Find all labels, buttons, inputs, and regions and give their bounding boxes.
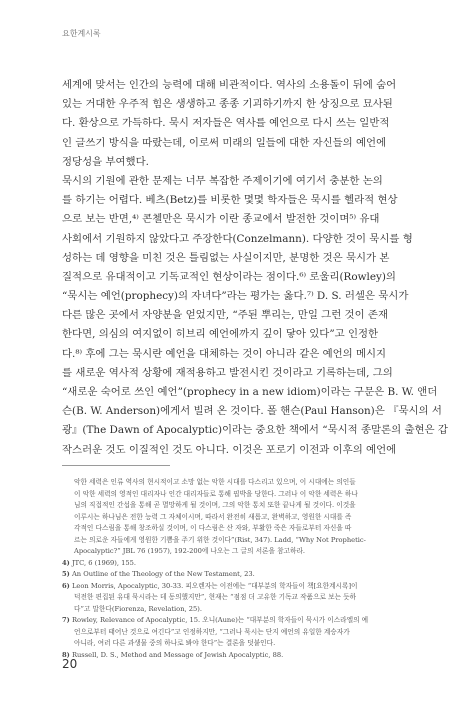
body-line: 슨(B. W. Anderson)에게서 빌려 온 것이다. 폴 핸슨(Paul Hanson)은 『묵시의 서 [62,405,442,418]
footnote-number: 8) [62,650,70,659]
footnote-line [62,638,410,650]
footnote-line [62,523,410,535]
footnote-line [62,546,410,558]
footnotes [62,477,410,661]
footnote-text: Russell, D. S., Method and Message of Jewish Apocalyptic, 88. [71,650,284,659]
footnote-rule [62,465,170,466]
footnote-text: 언으로부터 태어난 것으로 여긴다”고 인정하지만, “그러나 묵시는 단지 예언의 유일한 계승자가 [74,627,350,636]
footnote-text: Rowley, Relevance of Apocalyptic, 15. 오니(Aune)는 “대부분의 학자들이 묵시가 이스라엘의 예 [71,616,369,624]
footnote-line [62,581,410,593]
footnote-number: 4) [62,558,70,567]
footnote-line [62,477,410,489]
body-line: 으로 보는 반면,⁴⁾ 콘첼만은 묵시가 이란 종교에서 발전한 것이며⁵⁾ 유대 [62,213,380,226]
body-line: 성하는 데 영향을 미친 것은 틀림없는 사실이지만, 분명한 것은 묵시가 본 [62,251,390,264]
footnote-line [62,592,410,604]
footnote-line [62,512,410,524]
body-line: 다른 많은 곳에서 자양분을 얻었지만, “주된 뿌리는, 만일 그런 것이 존재 [62,309,388,322]
footnote-line [62,569,410,581]
footnote-line [62,615,410,627]
body-line: 한다면, 의심의 여지없이 히브리 예언에까지 깊이 닿아 있다”고 인정한 [62,328,379,341]
body-line: 정당성을 부여했다. [62,155,149,168]
footnote-line [62,650,410,662]
footnote-number: 5) [62,570,70,578]
footnote-number: 6) [62,581,70,590]
footnote-text: 이 악한 세력의 영적인 대리자나 인간 대리자들로 통해 핍박을 당한다. 그러나 이 악한 세력은 하나 [74,489,358,498]
footnote-text: 아니라, 여러 다른 과생물 중의 하나로 봐야 한다”는 결론을 덧붙인다. [74,639,276,647]
footnote [62,477,410,558]
page-number: 20 [62,657,78,671]
body-line: 있는 거대한 우주적 힘은 생생하고 종종 기괴하기까지 한 상징으로 묘사된 [62,98,393,111]
body-line: 묵시의 기원에 관한 문제는 너무 복잡한 주제이기에 여기서 충분한 논의 [62,174,383,187]
body-line: “묵시는 예언(prophecy)의 자녀다”라는 평가는 옳다.⁷⁾ D. S. 러셀은 묵시가 [62,290,409,303]
body-line: 다.⁸⁾ 후에 그는 묵시란 예언을 대체하는 것이 아니라 같은 예언의 메시지 [62,347,387,360]
footnote-text: 이루시는 하나님은 전한 능력 그 자체이시며, 따라서 완전히 새롭고, 완벽하고, 영원한 시대를 즉 [74,512,352,521]
body-line: 다. 환상으로 가득하다. 묵시 저자들은 역사를 예언으로 다시 쓰는 일반적 [62,117,390,130]
footnote-line [62,535,410,547]
footnote-text: 덕전한 편집된 유대 묵시라는 데 동의했지만”, 현재는 “점점 더 고유한 기독교 작품으로 보는 듯하 [74,593,357,601]
footnote [62,615,410,650]
footnote-text: 각적인 다스림을 통해 창조하실 것이며, 이 다스림은 산 자와, 부활한 죽은 자들로부터 자신을 따 [74,524,352,532]
footnote-text: JTC, 6 (1969), 155. [71,558,136,567]
body-line: 광』(The Dawn of Apocalyptic)이라는 중요한 책에서 “묵시적 종말론의 출현은 갑 [62,424,448,437]
footnote-text: 다”고 말한다(Fiorenza, Revelation, 25). [74,604,202,613]
body-line: 사회에서 기원하지 않았다고 주장한다(Conzelmann). 다양한 것이 묵시를 형 [62,232,413,245]
body-line: “새로운 숙어로 쓰인 예언”(prophecy in a new idiom)이라는 구문은 B. W. 앤더 [62,386,438,398]
footnote-line [62,500,410,512]
footnote-text: 님의 직접적인 간섭을 통해 곧 멸망하게 될 것이며, 그의 악한 통치 또한 끝나게 될 것이다. 이것을 [74,501,356,509]
footnote-text: 르는 의로운 자들에게 영원한 기쁨을 주기 위한 것이다”(Rist, 347). Ladd, “Why Not Prophetic- [74,535,366,544]
footnote [62,569,410,581]
footnote-text: Leon Morris, Apocalyptic, 30-33. 피오렌자는 이전에는 “대부분의 학자들이 책[요한계시록]이 [71,581,358,590]
footnote-line [62,604,410,616]
footnote-line [62,558,410,570]
footnote-number: 7) [62,616,70,624]
footnote [62,650,410,662]
footnote [62,558,410,570]
footnote [62,581,410,616]
running-header: 요한계시록 [62,29,101,38]
body-line: 작스러운 것도 이질적인 것도 아니다. 이것은 포로기 이전과 이후의 예언에 [62,443,397,456]
body-line: 를 하기는 어렵다. 베츠(Betz)를 비롯한 몇몇 학자들은 묵시를 헬라적 현상 [62,194,398,207]
body-line: 질적으로 유대적이고 기독교적인 현상이라는 점이다.⁶⁾ 로울리(Rowley)의 [62,270,396,283]
body-text [62,76,448,460]
body-line: 세계에 맞서는 인간의 능력에 대해 비관적이다. 역사의 소용돌이 뒤에 숨어 [62,79,397,91]
footnote-line [62,489,410,501]
footnote-text: An Outline of the Theology of the New Testament, 23. [71,570,255,578]
footnote-text: 악한 세력은 인류 역사의 현시적이고 소망 없는 악한 시대를 다스리고 있으며, 이 시대에는 의인들 [74,478,356,486]
body-line: 인 글쓰기 방식을 따랐는데, 이로써 미래의 일들에 대한 자신들의 예언에 [62,136,387,149]
body-line: 를 새로운 역사적 상황에 재적용하고 발전시킨 것이라고 기록하는데, 그의 [62,366,393,379]
footnote-line [62,627,410,639]
footnote-text: Apocalyptic?” JBL 76 (1957), 192-200에 나오는 그 글의 서론을 참고하라. [74,547,306,555]
